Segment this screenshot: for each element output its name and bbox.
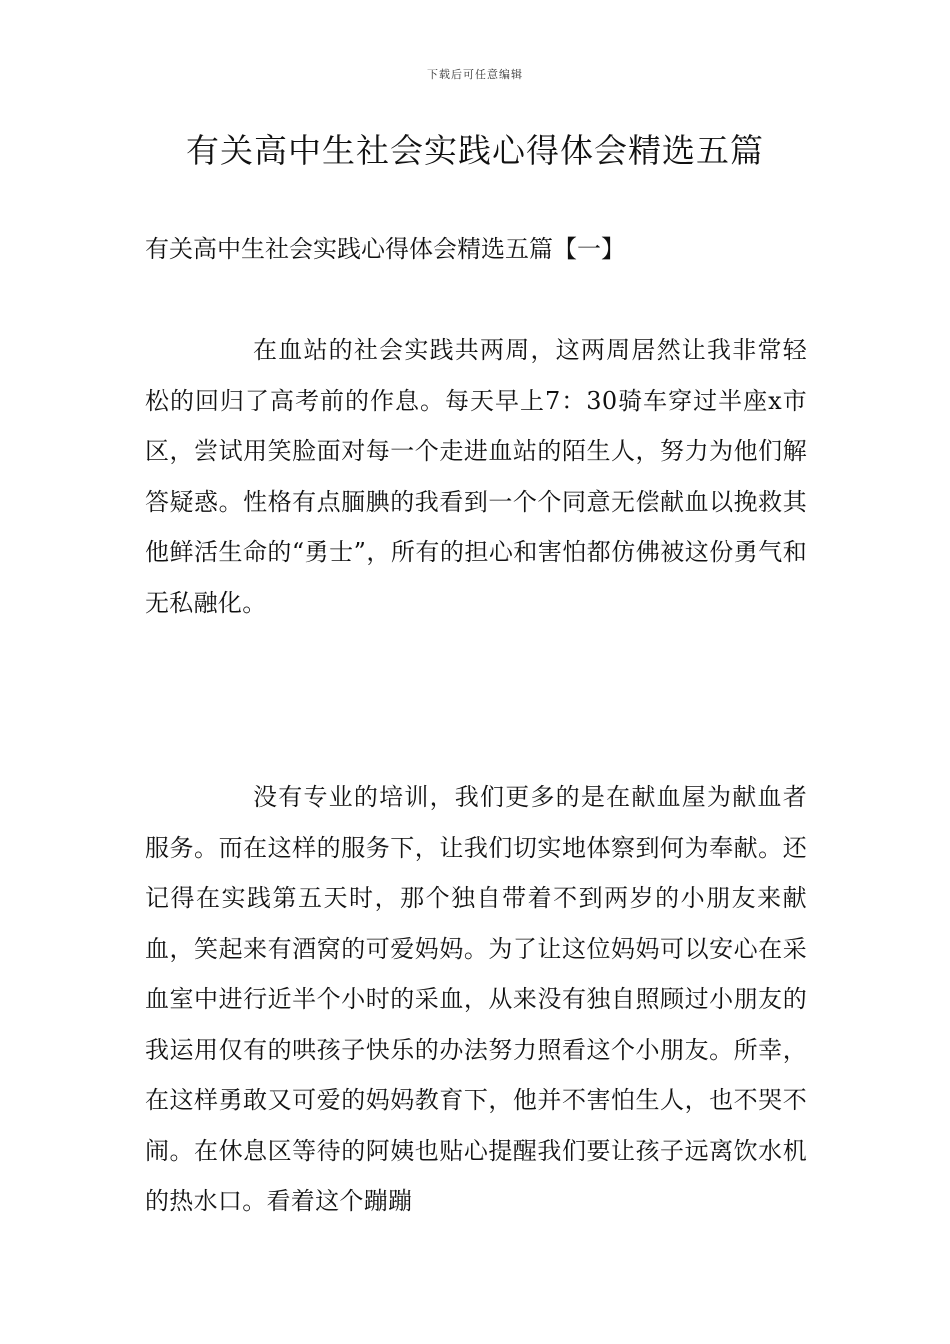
section-heading: 有关高中生社会实践心得体会精选五篇【一】 [145, 235, 625, 263]
paragraph-1: 在血站的社会实践共两周，这两周居然让我非常轻松的回归了高考前的作息。每天早上7：30骑车穿过半座x市区，尝试用笑脸面对每一个走进血站的陌生人，努力为他们解答疑惑。性格有点腼腆的我看到一个个同意无偿献血以挽救其他鲜活生命的“勇士”，所有的担心和害怕都仿佛被这份勇气和无私融化。 [145, 336, 807, 617]
document-title: 有关高中生社会实践心得体会精选五篇 [186, 131, 764, 170]
paragraph-2: 没有专业的培训，我们更多的是在献血屋为献血者服务。而在这样的服务下，让我们切实地体察到何为奉献。还记得在实践第五天时，那个独自带着不到两岁的小朋友来献血，笑起来有酒窝的可爱妈妈。为了让这位妈妈可以安心在采血室中进行近半个小时的采血，从来没有独自照顾过小朋友的我运用仅有的哄孩子快乐的办法努力照看这个小朋友。所幸，在这样勇敢又可爱的妈妈教育下，他并不害怕生人，也不哭不闹。在休息区等待的阿姨也贴心提醒我们要让孩子远离饮水机的热水口。看着这个蹦蹦 [145, 783, 807, 1215]
header-note: 下载后可任意编辑 [427, 68, 523, 81]
